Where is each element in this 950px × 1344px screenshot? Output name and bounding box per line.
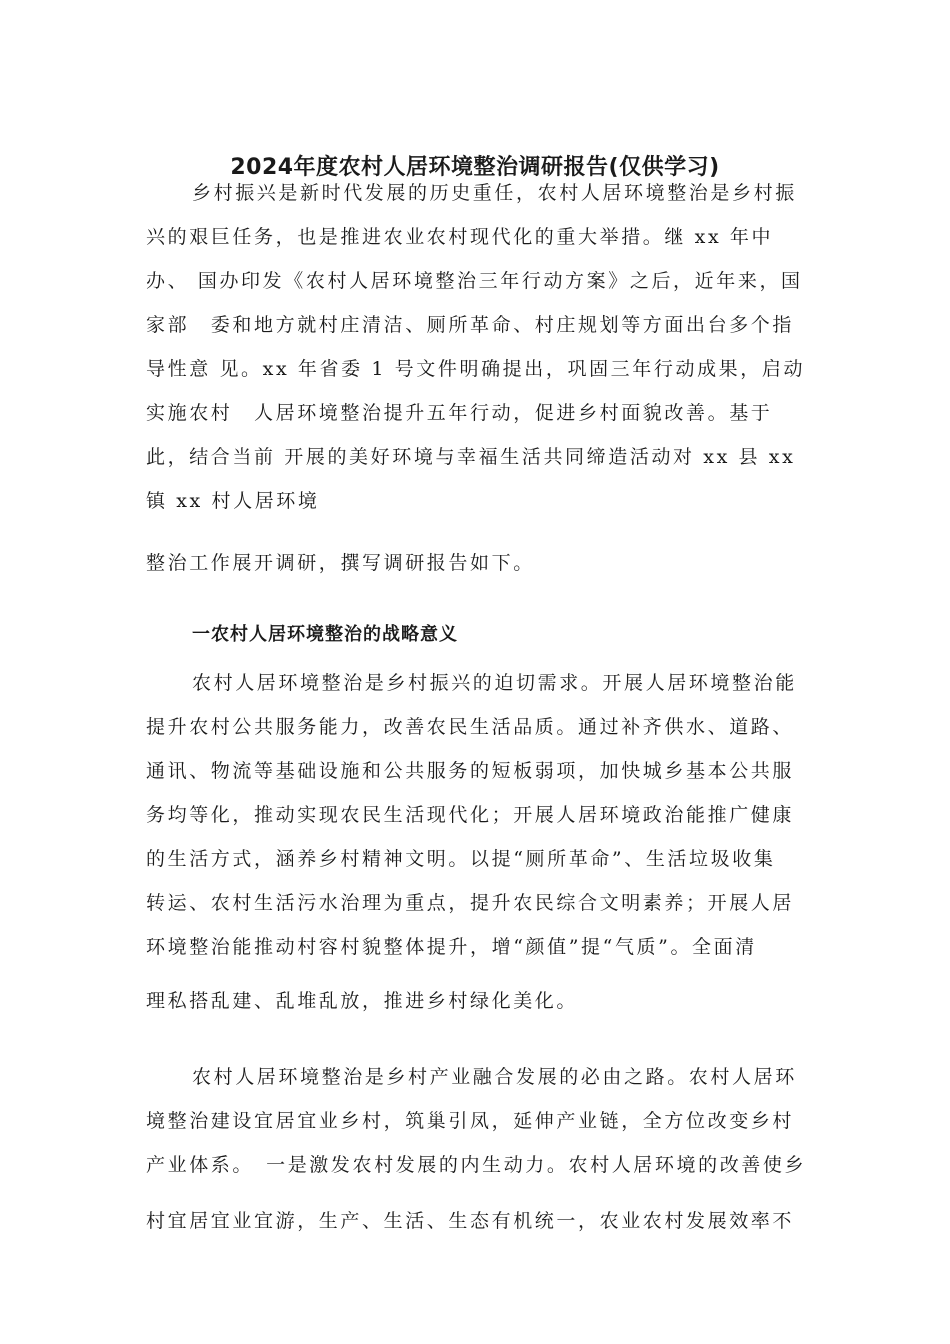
paragraph-line: 通讯、物流等基础设施和公共服务的短板弱项，加快城乡基本公共服 — [146, 760, 795, 782]
paragraph-line: 理私搭乱建、乱堆乱放，推进乡村绿化美化。 — [146, 990, 579, 1012]
intro-line: 家部 委和地方就村庄清洁、厕所革命、村庄规划等方面出台多个指 — [146, 314, 795, 336]
paragraph-line: 境整治建设宜居宜业乡村，筑巢引凤，延伸产业链，全方位改变乡村 — [146, 1110, 795, 1132]
intro-line: 镇 xx 村人居环境 — [146, 490, 320, 512]
paragraph-line: 转运、农村生活污水治理为重点，提升农民综合文明素养；开展人居 — [146, 892, 795, 914]
intro-line: 实施农村 人居环境整治提升五年行动，促进乡村面貌改善。基于 — [146, 402, 773, 424]
paragraph-line: 务均等化，推动实现农民生活现代化；开展人居环境政治能推广健康 — [146, 804, 795, 826]
paragraph-line: 的生活方式，涵养乡村精神文明。以提“厕所革命”、生活垃圾收集 — [146, 848, 776, 870]
paragraph-line: 农村人居环境整治是乡村振兴的迫切需求。开展人居环境整治能 — [192, 672, 797, 694]
intro-line: 整治工作展开调研，撰写调研报告如下。 — [146, 552, 535, 574]
intro-line: 办、 国办印发《农村人居环境整治三年行动方案》之后，近年来，国 — [146, 270, 803, 292]
intro-line: 此，结合当前 开展的美好环境与幸福生活共同缔造活动对 xx 县 xx — [146, 446, 796, 468]
paragraph-line: 环境整治能推动村容村貌整体提升，增“颜值”提“气质”。全面清 — [146, 936, 757, 958]
paragraph-line: 村宜居宜业宜游，生产、生活、生态有机统一，农业农村发展效率不 — [146, 1210, 795, 1232]
paragraph-line: 提升农村公共服务能力，改善农民生活品质。通过补齐供水、道路、 — [146, 716, 795, 738]
paragraph-line: 农村人居环境整治是乡村产业融合发展的必由之路。农村人居环 — [192, 1066, 797, 1088]
intro-line: 导性意 见。xx 年省委 1 号文件明确提出，巩固三年行动成果，启动 — [146, 358, 806, 380]
intro-line: 乡村振兴是新时代发展的历史重任，农村人居环境整治是乡村振 — [192, 182, 797, 204]
section-heading: 一农村人居环境整治的战略意义 — [192, 624, 458, 645]
document-title: 2024年度农村人居环境整治调研报告(仅供学习) — [230, 155, 720, 180]
paragraph-line: 产业体系。 一是激发农村发展的内生动力。农村人居环境的改善使乡 — [146, 1154, 807, 1176]
intro-line: 兴的艰巨任务，也是推进农业农村现代化的重大举措。继 xx 年中 — [146, 226, 774, 248]
